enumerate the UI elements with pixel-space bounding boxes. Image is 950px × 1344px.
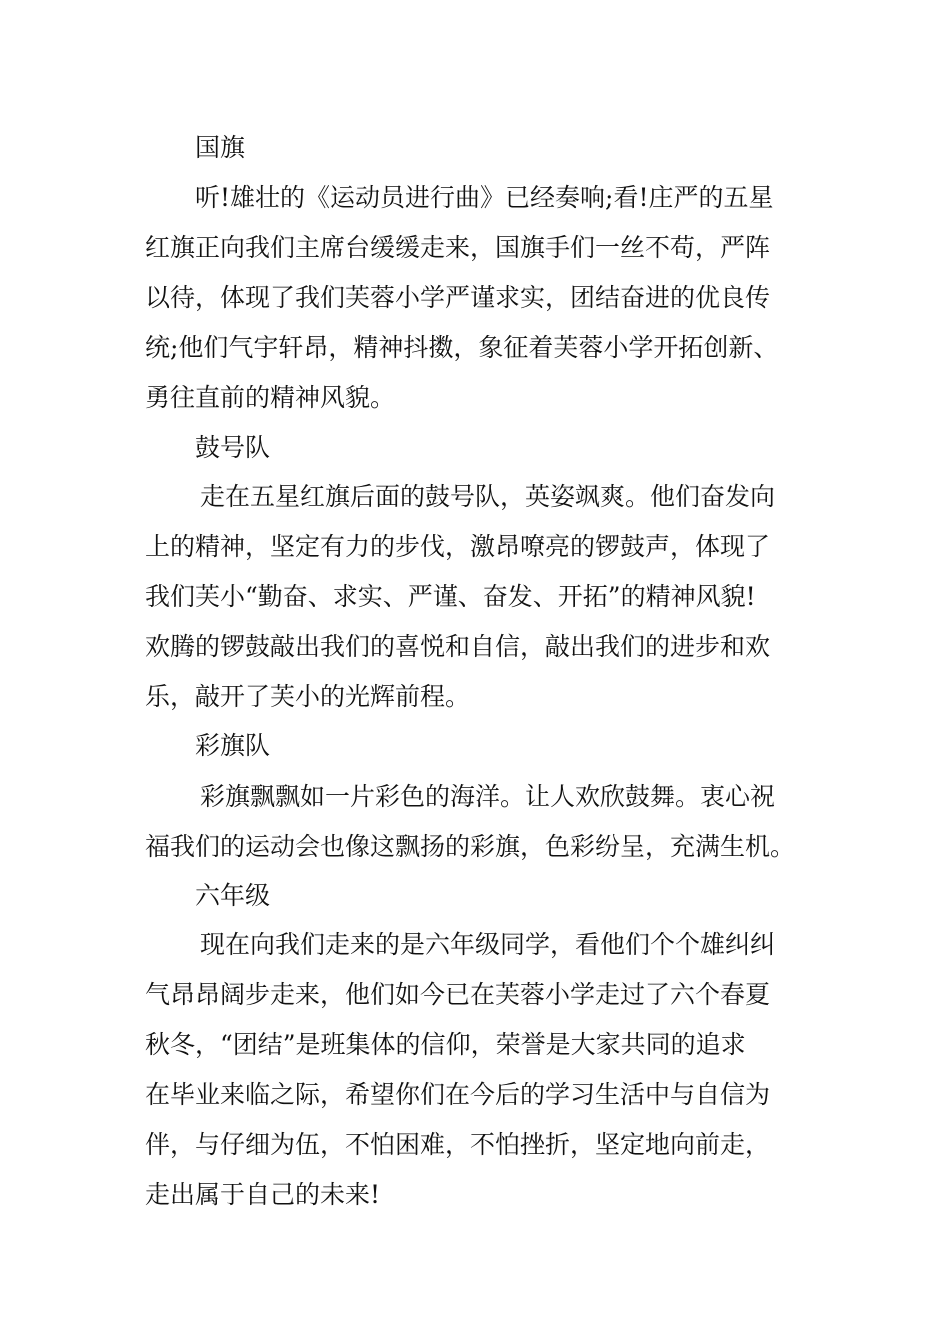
paragraph-line: 彩旗飘飘如一片彩色的海洋。让人欢欣鼓舞。衷心祝 [200,782,776,811]
paragraph-line: 走在五星红旗后面的鼓号队，英姿飒爽。他们奋发向 [200,482,776,511]
paragraph-line: 走出属于自己的未来! [145,1180,381,1209]
section-drum-band [145,428,810,468]
paragraph-line: 欢腾的锣鼓敲出我们的喜悦和自信，敲出我们的进步和欢 [145,632,771,661]
section-flag-paragraph [145,173,810,423]
section-heading: 彩旗队 [195,731,271,760]
paragraph-line: 现在向我们走来的是六年级同学，看他们个个雄纠纠 [200,930,776,959]
paragraph-line: 福我们的运动会也像这飘扬的彩旗，色彩纷呈，充满生机。 [145,832,796,861]
paragraph-line: 上的精神，坚定有力的步伐，激昂嘹亮的锣鼓声，体现了 [145,532,771,561]
paragraph-line: 乐，敲开了芙小的光辉前程。 [145,682,471,711]
section-heading: 鼓号队 [195,433,271,462]
paragraph-line: 统;他们气宇轩昂，精神抖擞，象征着芙蓉小学开拓创新、 [145,333,779,362]
paragraph-line: 听!雄壮的《运动员进行曲》已经奏响;看!庄严的五星 [195,183,774,212]
paragraph-line: 伴，与仔细为伍，不怕困难，不怕挫折，坚定地向前走， [145,1130,771,1159]
section-heading: 国旗 [195,133,246,162]
paragraph-line: 勇往直前的精神风貌。 [145,383,396,412]
section-grade-six-paragraph [145,920,810,1220]
paragraph-line: 以待，体现了我们芙蓉小学严谨求实，团结奋进的优良传 [145,283,771,312]
paragraph-line: 我们芙小“勤奋、求实、严谨、奋发、开拓”的精神风貌! [145,582,756,611]
section-flag [145,128,810,168]
paragraph-line: 秋冬，“团结”是班集体的信仰，荣誉是大家共同的追求 [145,1030,746,1059]
section-color-flag-team [145,726,810,766]
section-color-flag-team-paragraph [145,772,810,872]
paragraph-line: 红旗正向我们主席台缓缓走来，国旗手们一丝不苟，严阵 [145,233,771,262]
section-grade-six [145,876,810,916]
section-heading: 六年级 [195,881,271,910]
paragraph-line: 在毕业来临之际，希望你们在今后的学习生活中与自信为 [145,1080,771,1109]
paragraph-line: 气昂昂阔步走来，他们如今已在芙蓉小学走过了六个春夏 [145,980,771,1009]
section-drum-band-paragraph [145,472,810,722]
